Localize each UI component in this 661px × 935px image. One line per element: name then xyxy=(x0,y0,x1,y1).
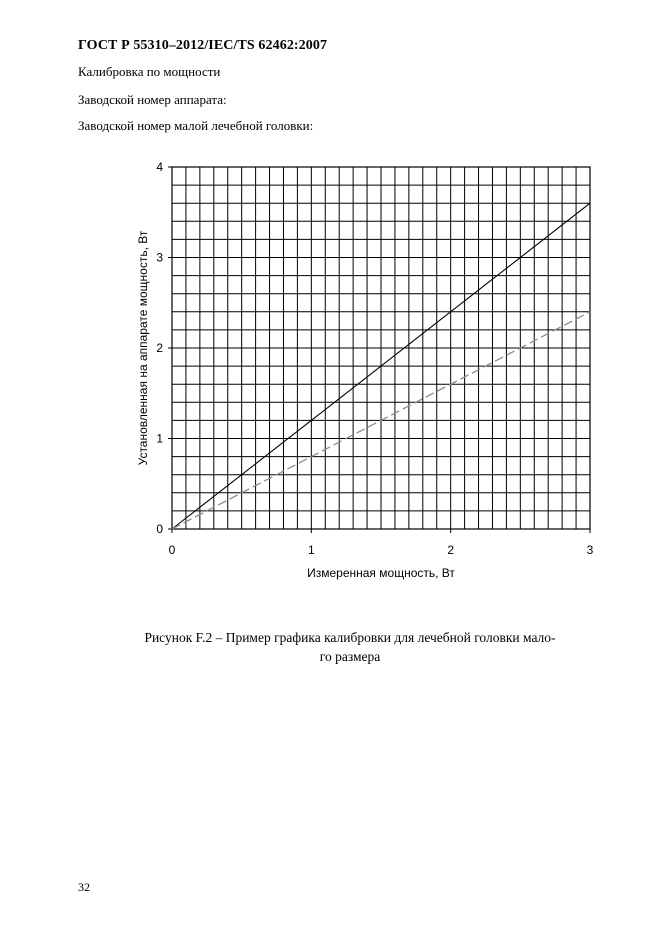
treatment-head-serial-label: Заводской номер малой лечебной головки: xyxy=(78,118,314,133)
figure-caption xyxy=(100,628,600,666)
document-header: ГОСТ Р 55310–2012/IEC/TS 62462:2007 xyxy=(78,38,328,53)
page-number: 32 xyxy=(78,880,90,894)
x-tick-label: 2 xyxy=(447,543,455,557)
chart-grid xyxy=(172,167,590,529)
y-axis-ticks xyxy=(156,160,172,536)
y-tick-label: 0 xyxy=(156,522,163,536)
figure-caption-line-2: го размера xyxy=(319,649,381,664)
y-tick-label: 4 xyxy=(156,160,163,174)
x-axis-ticks xyxy=(169,529,594,557)
y-tick-label: 3 xyxy=(156,250,163,265)
calibration-title: Калибровка по мощности xyxy=(78,64,221,79)
y-axis-label: Установленная на аппарате мощность, Вт xyxy=(136,230,150,466)
x-tick-label: 1 xyxy=(307,543,315,557)
y-tick-label: 1 xyxy=(156,431,163,446)
figure-caption-line-1: Рисунок F.2 – Пример графика калибровки для лечебной головки мало- xyxy=(144,630,556,645)
x-tick-label: 3 xyxy=(586,543,594,557)
device-serial-label: Заводской номер аппарата: xyxy=(78,92,227,107)
x-tick-label: 0 xyxy=(168,543,176,557)
y-tick-label: 2 xyxy=(156,341,163,355)
x-axis-label: Измеренная мощность, Вт xyxy=(307,566,455,580)
